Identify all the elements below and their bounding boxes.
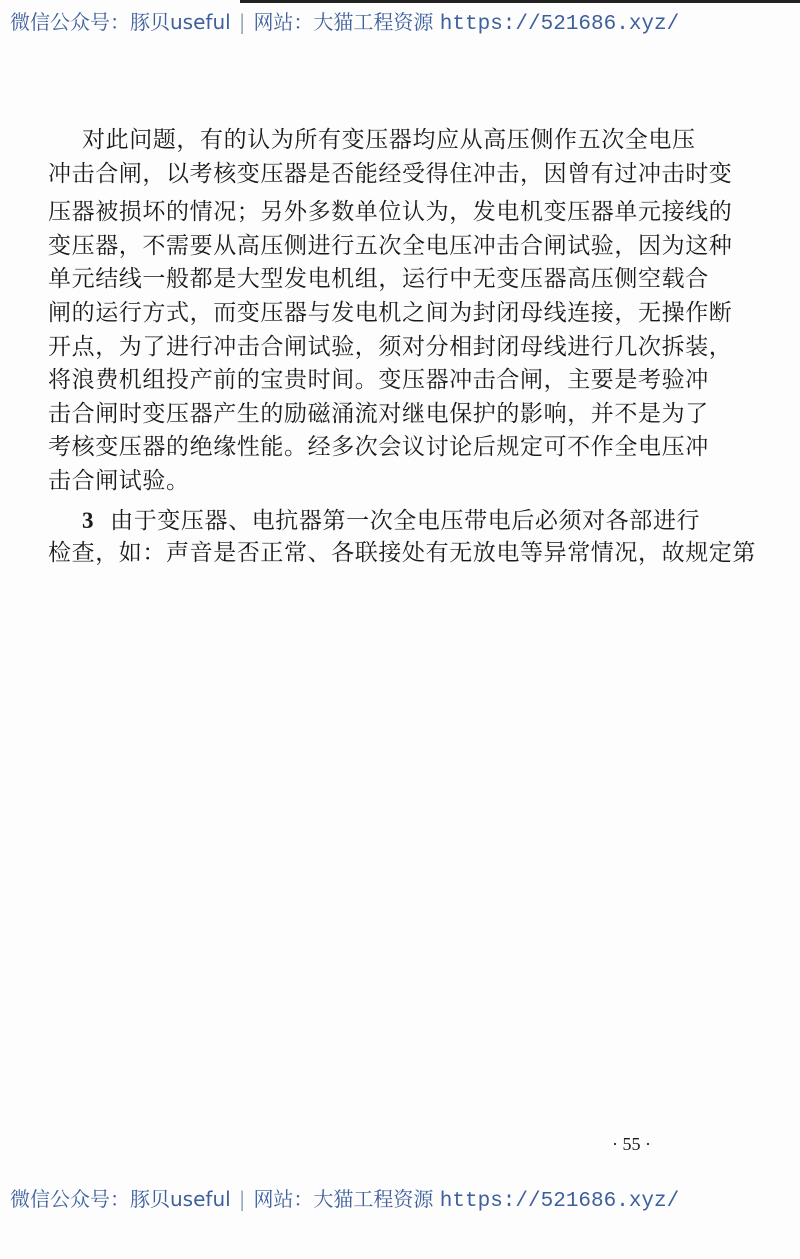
watermark-bottom xyxy=(10,1183,679,1213)
watermark-separator: | xyxy=(238,10,246,34)
text-line: 考核变压器的绝缘性能。经多次会议讨论后规定可不作全电压冲 xyxy=(48,434,709,461)
text-line: 压器被损坏的情况；另外多数单位认为，发电机变压器单元接线的 xyxy=(48,199,733,226)
watermark-url: https://521686.xyz/ xyxy=(439,13,680,36)
text-span: 由于变压器、电抗器第一次全电压带电后必须对各部进行 xyxy=(110,507,701,534)
watermark-site: 网站：大猫工程资源 xyxy=(253,1187,434,1211)
watermark-url: https://521686.xyz/ xyxy=(439,1190,680,1213)
watermark-top xyxy=(10,6,679,36)
text-line: 开点，为了进行冲击合闸试验，须对分相封闭母线进行几次拆装， xyxy=(48,333,733,360)
text-line: 变压器，不需要从高压侧进行五次全电压冲击合闸试验，因为这种 xyxy=(48,232,733,259)
watermark-wechat: 微信公众号：豚贝useful xyxy=(10,1187,231,1211)
text-line: 闸的运行方式，而变压器与发电机之间为封闭母线连接，无操作断 xyxy=(48,299,733,326)
text-line: 冲击合闸，以考核变压器是否能经受得住冲击，因曾有过冲击时变 xyxy=(48,160,733,187)
watermark-site: 网站：大猫工程资源 xyxy=(253,10,434,34)
text-line: 对此问题，有的认为所有变压器均应从高压侧作五次全电压 xyxy=(82,127,696,153)
text-line: 击合闸时变压器产生的励磁涌流对继电保护的影响，并不是为了 xyxy=(48,400,709,427)
text-line: 将浪费机组投产前的宝贵时间。变压器冲击合闸，主要是考验冲 xyxy=(48,367,709,394)
scan-edge-line xyxy=(240,0,800,3)
text-line: 击合闸试验。 xyxy=(48,467,190,494)
text-line: 单元结线一般都是大型发电机组，运行中无变压器高压侧空载合 xyxy=(48,266,709,293)
text-line: 检查，如：声音是否正常、各联接处有无放电等异常情况，故规定第 xyxy=(48,540,756,567)
paragraph xyxy=(48,504,758,571)
watermark-separator: | xyxy=(238,1187,246,1211)
page-number: · 55 · xyxy=(612,1134,651,1154)
watermark-wechat: 微信公众号：豚贝useful xyxy=(10,10,231,34)
document-body xyxy=(48,124,758,571)
item-number: 3 xyxy=(82,507,95,533)
paragraph xyxy=(48,124,758,499)
text-line xyxy=(48,504,758,538)
